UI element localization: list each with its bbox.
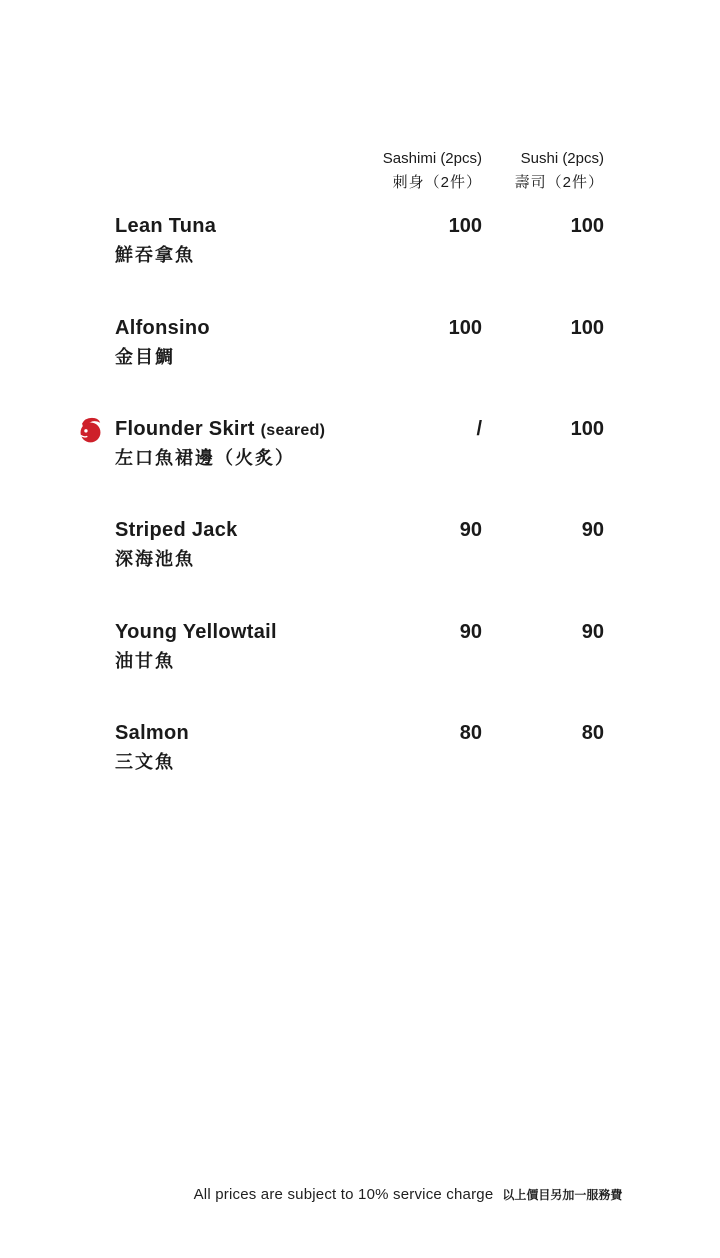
menu-item-row xyxy=(115,621,604,673)
sushi-header-zh: 壽司（2件） xyxy=(514,174,604,191)
sashimi-price: 100 xyxy=(448,316,482,339)
column-headers xyxy=(115,150,604,193)
item-name-en xyxy=(115,519,352,542)
menu-item-row xyxy=(115,519,604,571)
item-name-cell xyxy=(115,621,352,673)
service-charge-note xyxy=(0,1186,720,1204)
item-name-cell xyxy=(115,418,352,470)
sushi-header-en: Sushi (2pcs) xyxy=(520,150,604,167)
sushi-price: 100 xyxy=(570,215,604,238)
menu-item-row xyxy=(115,215,604,267)
sashimi-price: 90 xyxy=(459,620,482,643)
sushi-price: 100 xyxy=(570,418,604,441)
menu-item-row xyxy=(115,722,604,774)
sushi-price: 90 xyxy=(581,519,604,542)
sashimi-price: / xyxy=(476,418,482,441)
item-name-text: Young Yellowtail xyxy=(115,620,277,643)
item-name-zh: 三文魚 xyxy=(115,752,175,773)
item-name-text: Lean Tuna xyxy=(115,215,217,238)
item-name-text: Flounder Skirt xyxy=(115,418,255,441)
item-name-text: Salmon xyxy=(115,722,190,745)
sushi-column-header xyxy=(482,150,604,193)
sushi-price: 100 xyxy=(570,316,604,339)
item-name-en xyxy=(115,621,352,644)
sashimi-price: 80 xyxy=(459,722,482,745)
item-name-text: Striped Jack xyxy=(115,519,238,542)
item-name-cell xyxy=(115,317,352,369)
menu-item-row xyxy=(115,317,604,369)
item-name-zh: 金目鯛 xyxy=(115,346,175,367)
item-name-cell xyxy=(115,519,352,571)
item-name-text: Alfonsino xyxy=(115,316,210,339)
sashimi-header-zh: 刺身（2件） xyxy=(392,174,482,191)
fish-icon xyxy=(77,416,104,443)
item-name-en xyxy=(115,317,352,340)
item-name-en xyxy=(115,722,352,745)
item-name-cell xyxy=(115,215,352,267)
sushi-price: 80 xyxy=(581,722,604,745)
item-name-cell xyxy=(115,722,352,774)
sushi-price: 90 xyxy=(581,620,604,643)
sashimi-column-header xyxy=(352,150,482,193)
menu-rows xyxy=(115,215,604,774)
item-name-zh: 深海池魚 xyxy=(115,549,195,570)
item-name-en xyxy=(115,215,352,238)
service-charge-note-zh: 以上價目另加一服務費 xyxy=(502,1188,623,1202)
menu-table xyxy=(115,150,604,824)
service-charge-note-en: All prices are subject to 10% service charge xyxy=(193,1186,494,1203)
item-name-zh: 鮮吞拿魚 xyxy=(115,245,195,266)
sashimi-header-en: Sashimi (2pcs) xyxy=(382,150,482,167)
sashimi-price: 100 xyxy=(448,215,482,238)
menu-item-row xyxy=(115,418,604,470)
item-name-zh: 左口魚裙邊（火炙） xyxy=(115,448,295,469)
item-name-en xyxy=(115,418,352,441)
item-name-zh: 油甘魚 xyxy=(115,650,175,671)
item-name-note: (seared) xyxy=(260,422,326,440)
sashimi-price: 90 xyxy=(459,519,482,542)
